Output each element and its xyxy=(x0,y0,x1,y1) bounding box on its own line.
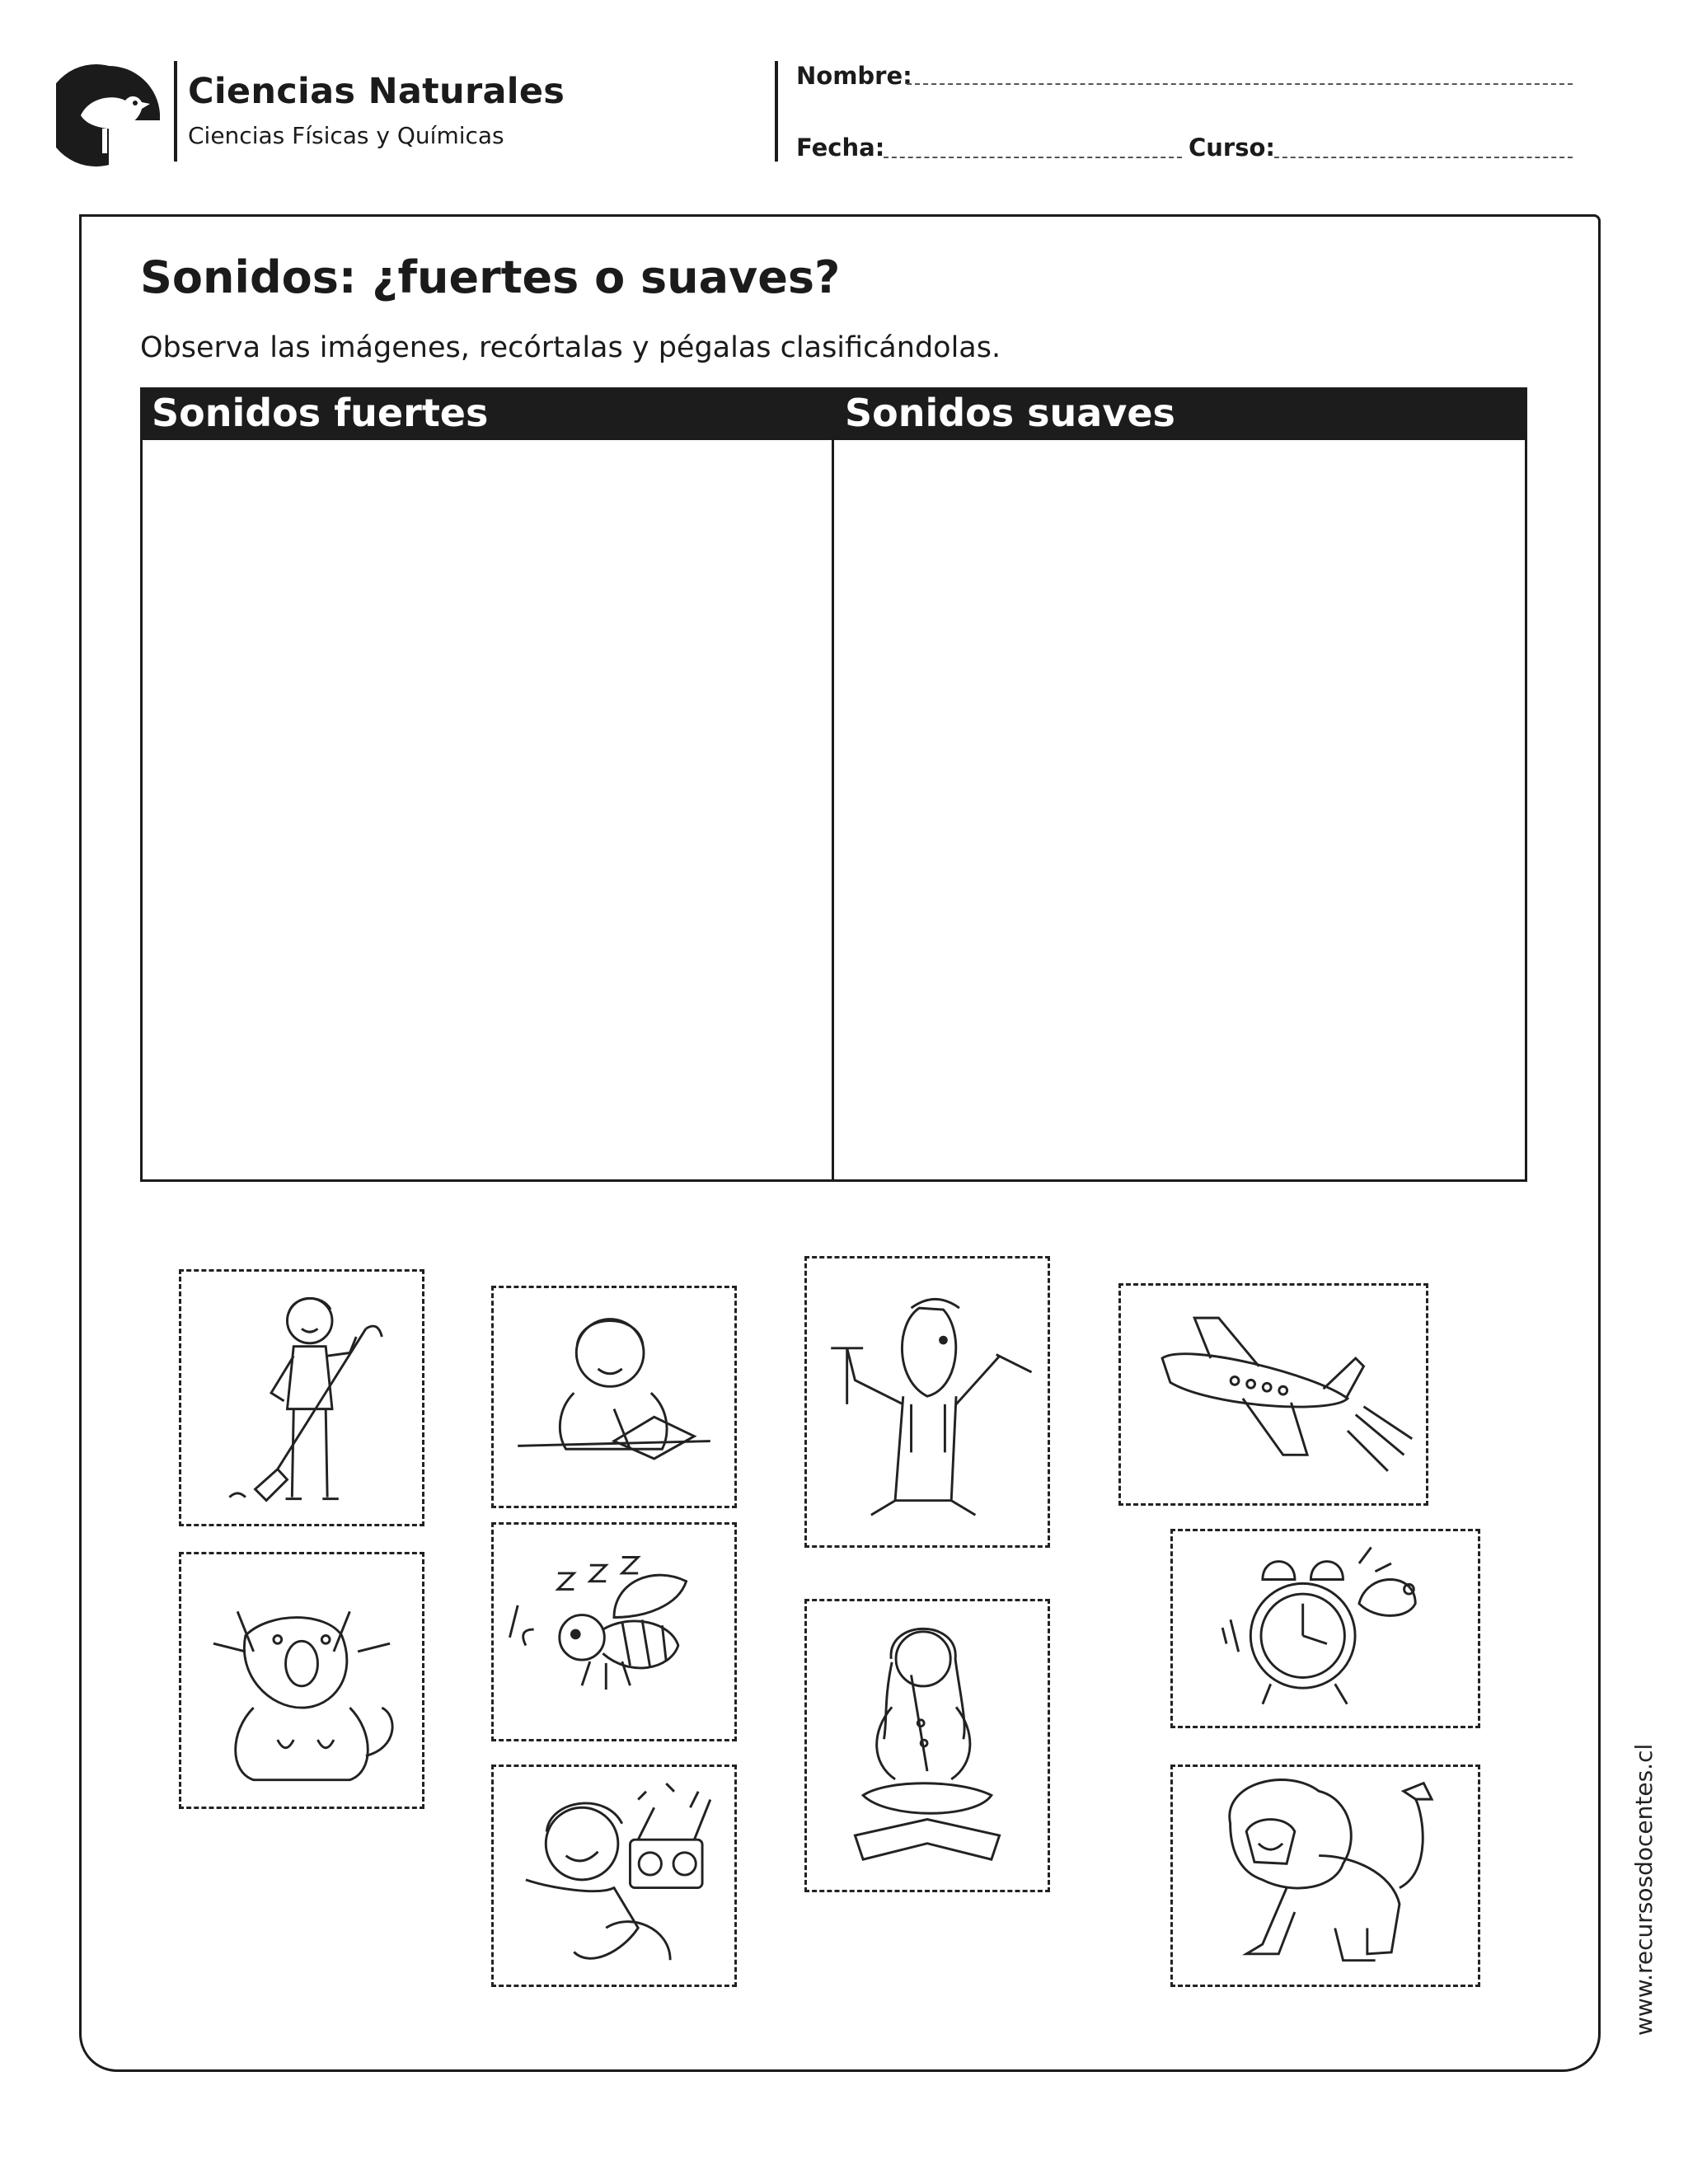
girl-playing-flute-icon xyxy=(807,1601,1048,1890)
worksheet-title: Sonidos: ¿fuertes o suaves? xyxy=(140,251,841,303)
man-hammering-nail-icon xyxy=(807,1258,1048,1545)
subject-title: Ciencias Naturales xyxy=(188,71,565,112)
card-radio[interactable] xyxy=(491,1765,737,1987)
card-alarm[interactable] xyxy=(1170,1529,1480,1728)
card-sweeping[interactable] xyxy=(179,1269,424,1526)
card-fly[interactable] xyxy=(491,1522,737,1741)
airplane-flying-icon xyxy=(1121,1286,1426,1503)
column-divider xyxy=(832,387,834,1182)
watermark: www.recursosdocentes.cl xyxy=(1630,1743,1658,2036)
name-label: Nombre: xyxy=(796,62,912,90)
card-airplane[interactable] xyxy=(1118,1283,1428,1506)
roaring-lion-icon xyxy=(1173,1767,1478,1985)
bird-logo-icon xyxy=(56,64,162,166)
boy-sweeping-broom-icon xyxy=(181,1272,422,1524)
course-field[interactable] xyxy=(1274,157,1573,158)
course-label: Curso: xyxy=(1189,134,1276,162)
ringing-alarm-clock-icon xyxy=(1173,1531,1478,1726)
card-hammering[interactable] xyxy=(804,1256,1050,1548)
card-flute[interactable] xyxy=(804,1599,1050,1892)
header-divider xyxy=(174,61,177,162)
date-label: Fecha: xyxy=(796,134,885,162)
buzzing-fly-icon xyxy=(494,1525,734,1739)
name-field[interactable] xyxy=(907,83,1573,85)
card-cat[interactable] xyxy=(179,1552,424,1809)
date-field[interactable] xyxy=(884,157,1182,158)
cat-meowing-icon xyxy=(181,1554,422,1807)
boy-listening-radio-icon xyxy=(494,1767,734,1985)
card-writing[interactable] xyxy=(491,1286,737,1508)
header-divider-right xyxy=(775,61,778,162)
column-soft-sounds: Sonidos suaves xyxy=(845,391,1175,435)
boy-writing-notebook-icon xyxy=(494,1288,734,1506)
subject-subtitle: Ciencias Físicas y Químicas xyxy=(188,122,504,149)
instructions: Observa las imágenes, recórtalas y pégalas clasificándolas. xyxy=(140,331,1001,364)
card-lion[interactable] xyxy=(1170,1765,1480,1987)
column-loud-sounds: Sonidos fuertes xyxy=(152,391,489,435)
